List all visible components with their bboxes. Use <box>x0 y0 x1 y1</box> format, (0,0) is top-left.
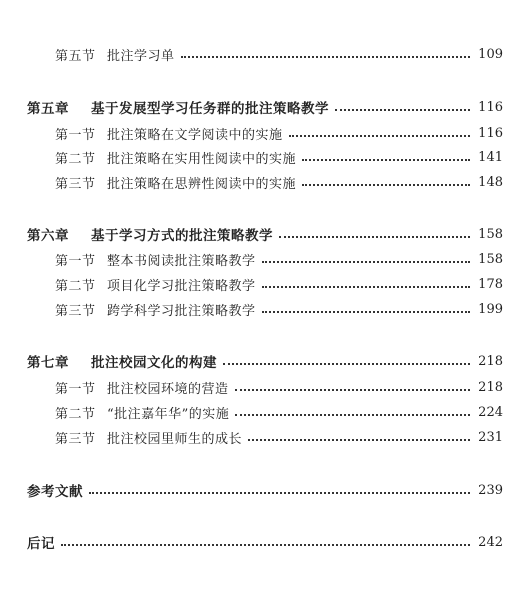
page-number: 158 <box>478 226 503 242</box>
section-number: 第一节 <box>55 253 96 269</box>
dot-leader <box>235 388 471 391</box>
chapter-title: 批注校园文化的构建 <box>91 355 217 371</box>
section-title: 批注策略在实用性阅读中的实施 <box>107 151 297 167</box>
toc-section-row[interactable] <box>55 146 503 168</box>
page-number: 158 <box>478 251 503 267</box>
page-number: 178 <box>478 276 503 292</box>
page-number: 231 <box>478 429 503 445</box>
section-title: “批注嘉年华”的实施 <box>107 406 230 422</box>
dot-leader <box>262 310 471 313</box>
section-number: 第三节 <box>55 431 96 447</box>
toc-section-row[interactable] <box>55 122 503 144</box>
section-number: 第二节 <box>55 406 96 422</box>
toc-chapter-row[interactable] <box>27 96 503 118</box>
section-number: 第五节 <box>55 48 96 64</box>
chapter-number: 第七章 <box>27 355 69 371</box>
page-number: 239 <box>478 482 503 498</box>
dot-leader <box>235 413 470 416</box>
toc-section-row[interactable] <box>55 376 503 398</box>
toc-chapter-row[interactable] <box>27 223 503 245</box>
dot-leader <box>302 183 470 186</box>
page-number: 116 <box>478 125 503 141</box>
section-title: 跨学科学习批注策略教学 <box>107 303 256 319</box>
dot-leader <box>289 134 471 137</box>
section-title: 批注策略在思辨性阅读中的实施 <box>107 176 297 192</box>
page-number: 218 <box>478 353 503 369</box>
section-title: 批注学习单 <box>107 48 175 64</box>
section-number: 第二节 <box>55 151 96 167</box>
page-number: 218 <box>478 379 503 395</box>
section-title: 项目化学习批注策略教学 <box>107 278 256 294</box>
toc-afterword-row[interactable] <box>27 531 503 553</box>
toc-section-row[interactable] <box>55 43 503 65</box>
section-title: 批注校园环境的营造 <box>107 381 229 397</box>
page-number: 109 <box>478 46 503 62</box>
toc-references-row[interactable] <box>27 479 503 501</box>
afterword-title: 后记 <box>27 536 55 552</box>
toc-section-row[interactable] <box>55 248 503 270</box>
section-number: 第三节 <box>55 303 96 319</box>
section-title: 批注校园里师生的成长 <box>107 431 243 447</box>
section-number: 第一节 <box>55 381 96 397</box>
toc-section-row[interactable] <box>55 426 503 448</box>
chapter-number: 第六章 <box>27 228 69 244</box>
chapter-title: 基于学习方式的批注策略教学 <box>91 228 273 244</box>
dot-leader <box>61 543 470 546</box>
toc-section-row[interactable] <box>55 273 503 295</box>
toc-section-row[interactable] <box>55 298 503 320</box>
section-title: 批注策略在文学阅读中的实施 <box>107 127 283 143</box>
page-number: 116 <box>478 99 503 115</box>
chapter-number: 第五章 <box>27 101 69 117</box>
dot-leader <box>262 260 471 263</box>
page-number: 148 <box>478 174 503 190</box>
section-title: 整本书阅读批注策略教学 <box>107 253 256 269</box>
page-number: 224 <box>478 404 503 420</box>
toc-section-row[interactable] <box>55 401 503 423</box>
dot-leader <box>248 438 470 441</box>
section-number: 第二节 <box>55 278 96 294</box>
toc-chapter-row[interactable] <box>27 350 503 372</box>
dot-leader <box>262 285 471 288</box>
section-number: 第三节 <box>55 176 96 192</box>
toc-section-row[interactable] <box>55 171 503 193</box>
section-number: 第一节 <box>55 127 96 143</box>
dot-leader <box>89 491 470 494</box>
dot-leader <box>279 235 470 238</box>
dot-leader <box>302 158 470 161</box>
page-number: 141 <box>478 149 503 165</box>
dot-leader <box>181 55 471 58</box>
chapter-title: 基于发展型学习任务群的批注策略教学 <box>91 101 329 117</box>
dot-leader <box>335 108 470 111</box>
references-title: 参考文献 <box>27 484 83 500</box>
page-number: 242 <box>478 534 503 550</box>
page-number: 199 <box>478 301 503 317</box>
dot-leader <box>223 362 470 365</box>
